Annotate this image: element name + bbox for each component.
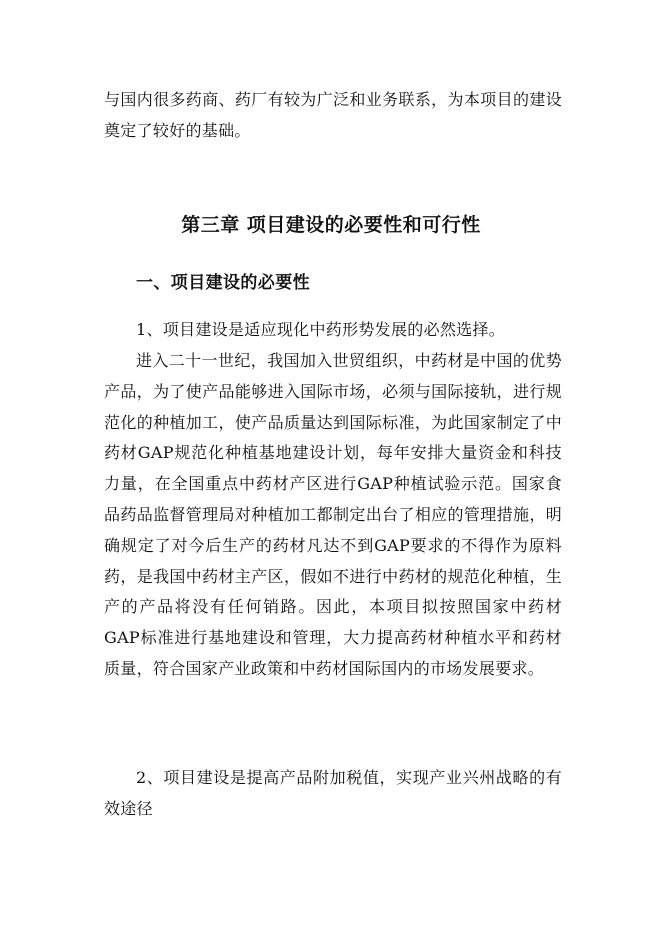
- intro-paragraph: 与国内很多药商、药厂有较为广泛和业务联系，为本项目的建设奠定了较好的基础。: [104, 90, 562, 140]
- point-1-body: 进入二十一世纪，我国加入世贸组织，中药材是中国的优势产品，为了使产品能够进入国际市场，必须与国际接轨，进行规范化的种植加工，使产品质量达到国际标准，为此国家制定了中药材GAP规范化种植基地建设计划，每年安排大量资金和科技力量，在全国重点中药材产区进行GAP种植试验示范。国家食品药品监督管理局对种植加工都制定出台了相应的管理措施，明确规定了对今后生产的药材凡达不到GAP要求的不得作为原料药，是我国中药材主产区，假如不进行中药材的规范化种植，生产的产品将没有任何销路。因此，本项目拟按照国家中药材GAP标准进行基地建设和管理，大力提高药材种植水平和药材质量，符合国家产业政策和中药材国际国内的市场发展要求。: [104, 351, 562, 678]
- point-1-heading: 1、项目建设是适应现化中药形势发展的必然选择。: [136, 320, 506, 339]
- section-title: 一、项目建设的必要性: [136, 273, 310, 293]
- point-2-heading: 2、项目建设是提高产品附加税值，实现产业兴州战略的有效途径: [104, 768, 562, 818]
- chapter-title: 第三章 项目建设的必要性和可行性: [181, 214, 481, 236]
